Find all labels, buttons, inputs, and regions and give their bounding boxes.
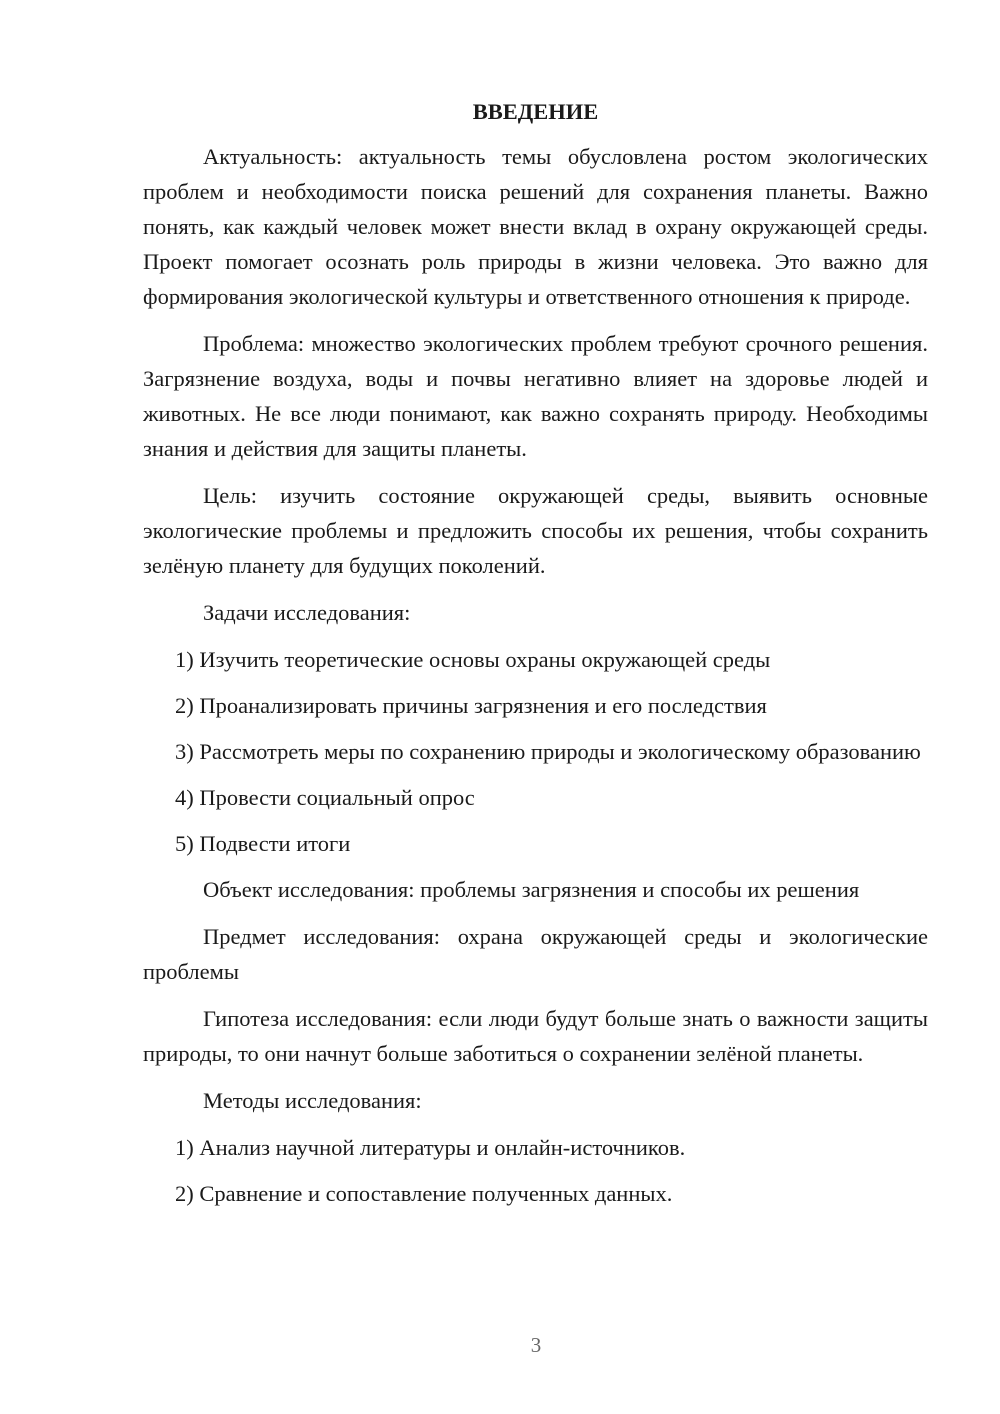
tasks-list [143, 642, 928, 861]
paragraph-goal: Цель: изучить состояние окружающей среды, выявить основные экологические проблемы и предложить способы их решения, чтобы сохранить зелёную планету для будущих поколений. [143, 483, 928, 578]
section-title: ВВЕДЕНИЕ [472, 99, 599, 124]
page-number: 3 [530, 1333, 542, 1357]
page-content [143, 94, 928, 1222]
paragraph-subject: Предмет исследования: охрана окружающей среды и экологические проблемы [143, 924, 928, 984]
methods-list [143, 1130, 928, 1211]
list-item: 1) Изучить теоретические основы охраны окружающей среды [175, 647, 771, 672]
tasks-heading: Задачи исследования: [203, 600, 411, 625]
list-item: 2) Сравнение и сопоставление полученных данных. [175, 1181, 673, 1206]
list-item: 2) Проанализировать причины загрязнения и его последствия [175, 693, 767, 718]
list-item: 3) Рассмотреть меры по сохранению природы и экологическому образованию [175, 739, 921, 764]
paragraph-object: Объект исследования: проблемы загрязнения и способы их решения [203, 877, 860, 902]
paragraph-problem: Проблема: множество экологических проблем требуют срочного решения. Загрязнение воздуха, воды и почвы негативно влияет на здоровье людей и животных. Не все люди понимают, как важно сохранять природу. Необходимы знания и действия для защиты планеты. [143, 331, 928, 461]
paragraph-hypothesis: Гипотеза исследования: если люди будут больше знать о важности защиты природы, то они начнут больше заботиться о сохранении зелёной планеты. [143, 1006, 928, 1066]
list-item: 5) Подвести итоги [175, 831, 351, 856]
list-item: 1) Анализ научной литературы и онлайн-источников. [175, 1135, 686, 1160]
list-item: 4) Провести социальный опрос [175, 785, 475, 810]
methods-heading: Методы исследования: [203, 1088, 422, 1113]
paragraph-relevance: Актуальность: актуальность темы обусловлена ростом экологических проблем и необходимости поиска решений для сохранения планеты. Важно понять, как каждый человек может внести вклад в охрану окружающей среды. Проект помогает осознать роль природы в жизни человека. Это важно для формирования экологической культуры и ответственного отношения к природе. [143, 144, 928, 309]
